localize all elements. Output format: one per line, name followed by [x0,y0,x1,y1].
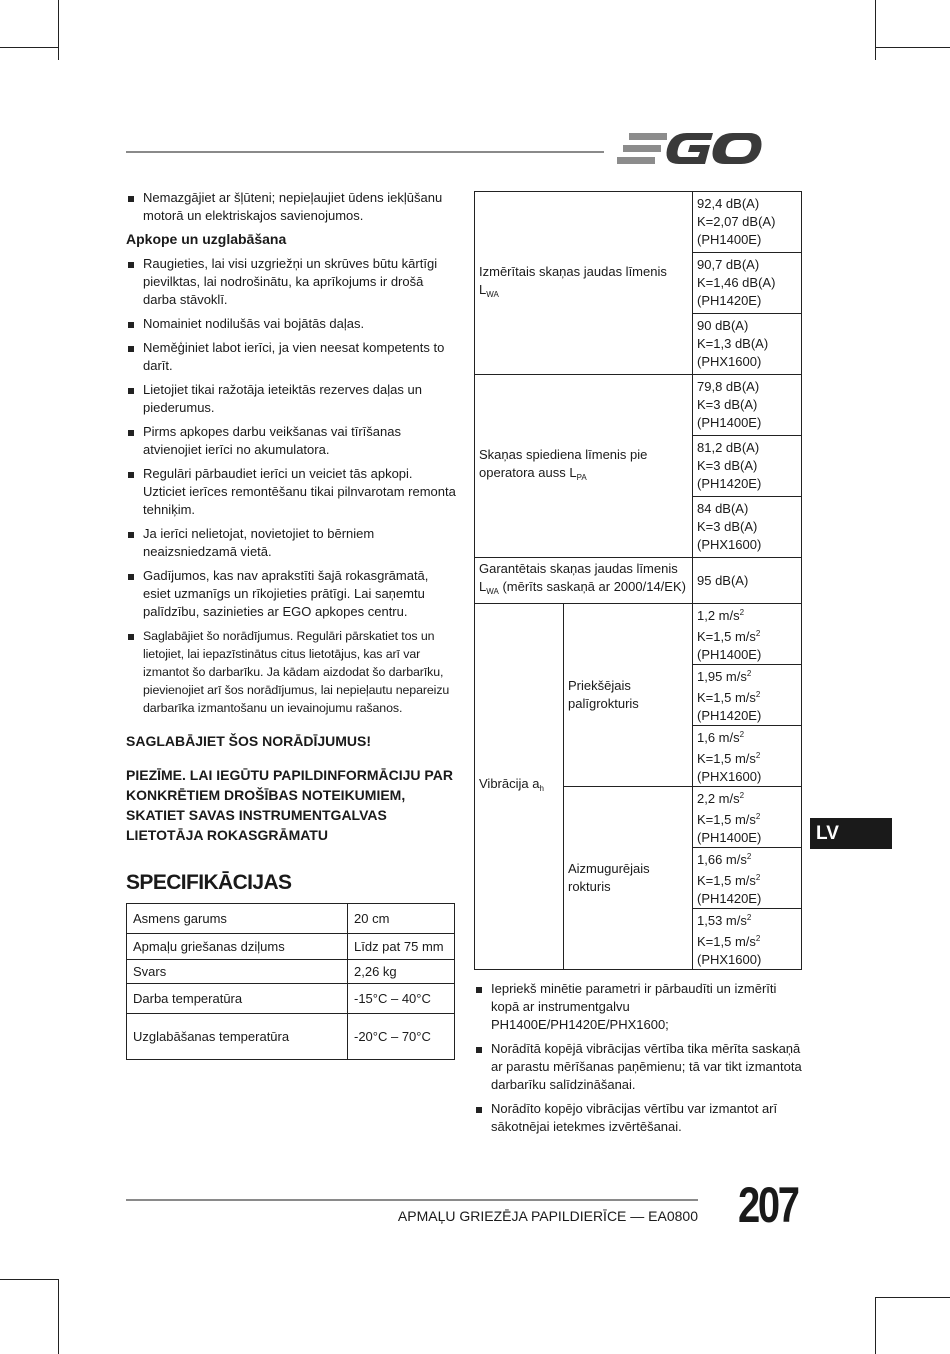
list-item: Raugieties, lai visi uzgriežņi un skrūves būtu kārtīgi pievilktas, lai nodrošinātu, ka aprīkojums ir drošā darba stāvoklī. [126,255,456,309]
notes-list [474,980,804,1142]
table-row [475,558,802,604]
sound-pressure-label: Skaņas spiediena līmenis pie operatora auss $L_{PA}$ [475,375,693,558]
front-handle-label: Priekšējais palīgrokturis [564,604,693,787]
vibration-label: Vibrācija $a_h$ [475,604,564,970]
footer-title: APMAĻU GRIEZĒJA PAPILDIERĪCE — EA0800 [397,1208,698,1224]
specifications-table [126,903,455,1060]
table-cell: Uzglabāšanas temperatūra [127,1014,348,1060]
list-item: Pirms apkopes darbu veikšanas vai tīrīšanas atvienojiet ierīci no akumulatora. [126,423,456,459]
table-cell: -20°C – 70°C [348,1014,455,1060]
ego-logo [617,128,800,170]
save-instructions-heading: SAGLABĀJIET ŠOS NORĀDĪJUMUS! [126,733,372,749]
value-cell: 1,2 $m/s^2$ K=1,5 $m/s^2$ (PH1400E) [693,604,802,665]
note-heading: PIEZĪME. LAI IEGŪTU PAPILDINFORMĀCIJU PAR KONKRĒTIEM DROŠĪBAS NOTEIKUMIEM, SKATIET SAVAS INSTRUMENTGALVAS LIETOTĀJA ROKASGRĀMATU [126,767,453,843]
table-cell: 20 cm [348,904,455,934]
value-cell: 90,7 dB(A) K=1,46 dB(A) (PH1420E) [693,253,802,314]
value-cell: 95 dB(A) [693,558,802,604]
table-cell: Asmens garums [127,904,348,934]
list-item: Norādītā kopējā vibrācijas vērtība tika mērīta saskaņā ar parastu mērīšanas paņēmienu; tā var tikt izmantota darbarīku salīdzināšanai. [474,1040,804,1094]
table-cell: Līdz pat 75 mm [348,934,455,960]
language-tab: LV [810,818,892,849]
list-item: Gadījumos, kas nav aprakstīti šajā rokasgrāmatā, esiet uzmanīgs un rīkojieties prātīgi. Lai saņemtu palīdzību, sazinieties ar EGO apkopes centru. [126,567,456,621]
table-cell: -15°C – 40°C [348,984,455,1014]
list-item: Saglabājiet šo norādījumus. Regulāri pārskatiet tos un lietojiet, lai iepazīstinātus citus lietotājus, kas arī var izmantot šo darbarīku. Ja kādam aizdodat šo darbarīku, pievienojiet arī šos norādījumus, lai nepieļautu nepareizu darbarīka izmantošanu un ievainojumu rašanos. [126,627,456,717]
list-item: Nomainiet nodilušās vai bojātās daļas. [126,315,456,333]
sound-power-label: Izmērītais skaņas jaudas līmenis $L_{WA}$ [475,192,693,375]
table-row [127,1014,455,1060]
specifications-heading: SPECIFIKĀCIJAS [126,871,292,894]
table-row [127,934,455,960]
table-row [475,375,802,436]
table-row [127,960,455,984]
list-item: Neměģiniet labot ierīci, ja vien neesat kompetents to darīt. [126,339,456,375]
section-heading: Apkope un uzglabāšana [126,231,287,247]
list-item: Ja ierīci nelietojat, novietojiet to bērniem neaizsniedzamā vietā. [126,525,456,561]
table-row [475,192,802,253]
value-cell: 1,53 $m/s^2$ K=1,5 $m/s^2$ (PHX1600) [693,909,802,970]
value-cell: 1,6 $m/s^2$ K=1,5 $m/s^2$ (PHX1600) [693,726,802,787]
page-number: 207 [738,1177,798,1233]
value-cell: 2,2 $m/s^2$ K=1,5 $m/s^2$ (PH1400E) [693,787,802,848]
list-item: Iepriekš minētie parametri ir pārbaudīti un izmērīti kopā ar instrumentgalvu PH1400E/PH1420E/PHX1600; [474,980,804,1034]
table-row [127,904,455,934]
header-rule [126,151,604,153]
table-row [127,984,455,1014]
list-item: Nemazgājiet ar šļūteni; nepieļaujiet ūdens iekļūšanu motorā un elektriskajos savienojumos. [126,189,456,225]
value-cell: 81,2 dB(A) K=3 dB(A) (PH1420E) [693,436,802,497]
value-cell: 1,66 $m/s^2$ K=1,5 $m/s^2$ (PH1420E) [693,848,802,909]
table-row [475,604,802,665]
noise-vibration-table [474,191,802,970]
table-cell: Svars [127,960,348,984]
value-cell: 90 dB(A) K=1,3 dB(A) (PHX1600) [693,314,802,375]
svg-text:EGO: EGO [767,164,770,165]
footer-rule [126,1199,698,1201]
guaranteed-sound-label: Garantētais skaņas jaudas līmenis $L_{WA}$ (mērīts saskaņā ar 2000/14/EK) [475,558,693,604]
table-cell: Apmaļu griešanas dziļums [127,934,348,960]
value-cell: 1,95 $m/s^2$ K=1,5 $m/s^2$ (PH1420E) [693,665,802,726]
list-item: Norādīto kopējo vibrācijas vērtību var izmantot arī sākotnējai ietekmes izvērtēšanai. [474,1100,804,1136]
list-item: Lietojiet tikai ražotāja ieteiktās rezerves daļas un piederumus. [126,381,456,417]
value-cell: 92,4 dB(A) K=2,07 dB(A) (PH1400E) [693,192,802,253]
rear-handle-label: Aizmugurējais rokturis [564,787,693,970]
value-cell: 84 dB(A) K=3 dB(A) (PHX1600) [693,497,802,558]
left-column [126,189,456,895]
value-cell: 79,8 dB(A) K=3 dB(A) (PH1400E) [693,375,802,436]
list-item: Regulāri pārbaudiet ierīci un veiciet tās apkopi. Uzticiet ierīces remontēšanu tikai pilnvarotam remonta tehniķim. [126,465,456,519]
table-cell: Darba temperatūra [127,984,348,1014]
table-cell: 2,26 kg [348,960,455,984]
